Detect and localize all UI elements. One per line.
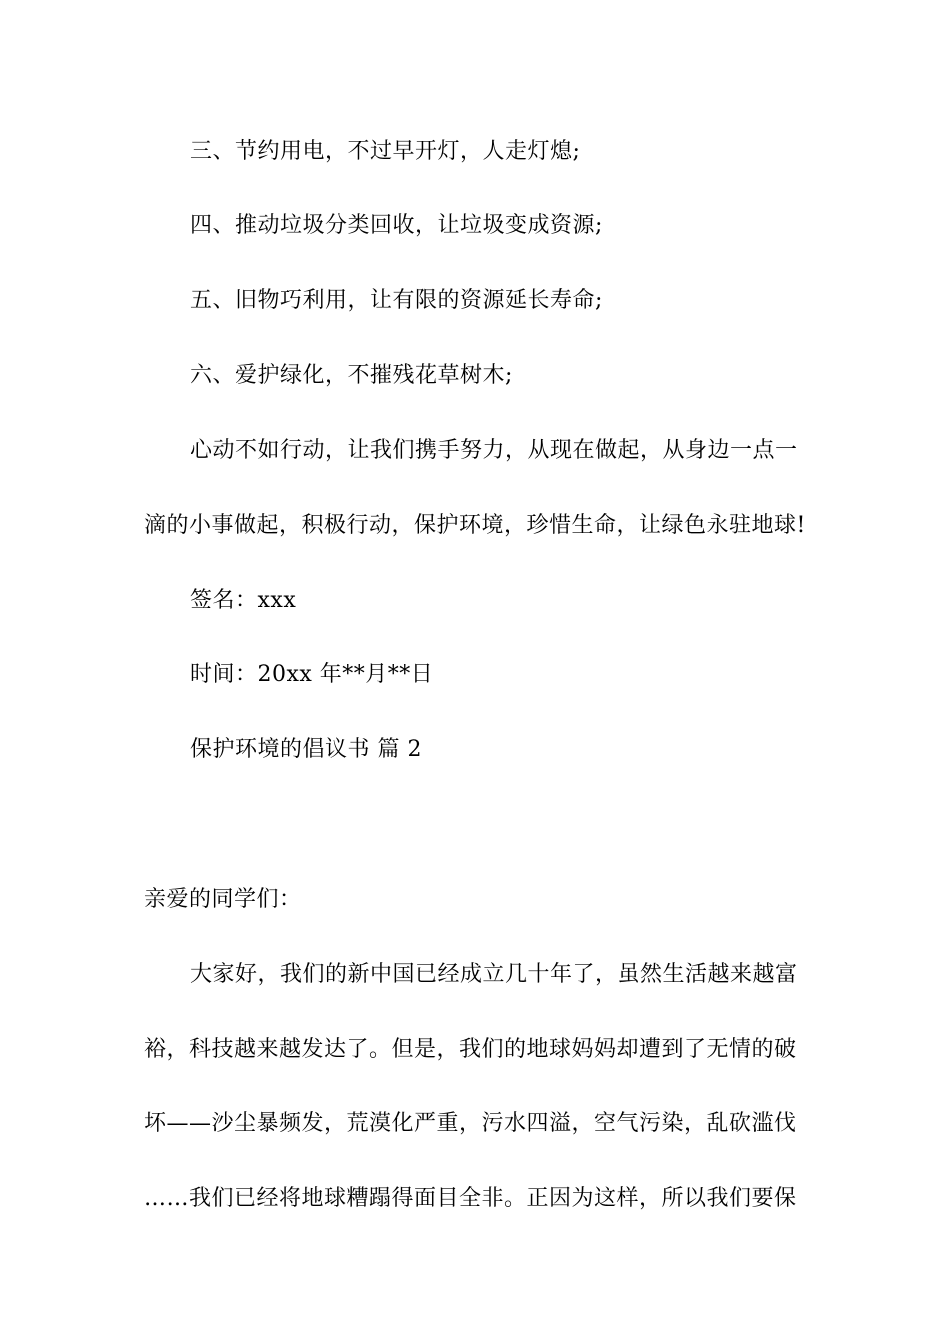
closing-paragraph-line-2: 滴的小事做起，积极行动，保护环境，珍惜生命，让绿色永驻地球! — [144, 513, 806, 538]
item-three: 三、节约用电，不过早开灯，人走灯熄; — [190, 139, 581, 164]
body-paragraph-line-1: 大家好，我们的新中国已经成立几十年了，虽然生活越来越富 — [190, 962, 798, 987]
item-four: 四、推动垃圾分类回收，让垃圾变成资源; — [190, 213, 603, 238]
closing-paragraph-line-1: 心动不如行动，让我们携手努力，从现在做起，从身边一点一 — [190, 438, 798, 463]
body-paragraph-line-3: 坏——沙尘暴频发，荒漠化严重，污水四溢，空气污染，乱砍滥伐 — [144, 1111, 797, 1136]
item-six: 六、爱护绿化，不摧残花草树木; — [190, 363, 513, 388]
signature-line: 签名：xxx — [190, 588, 297, 613]
body-paragraph-line-4: ……我们已经将地球糟蹋得面目全非。正因为这样，所以我们要保 — [144, 1186, 797, 1211]
salutation: 亲爱的同学们： — [144, 887, 302, 912]
section-title: 保护环境的倡议书 篇 2 — [190, 737, 422, 762]
body-paragraph-line-2: 裕，科技越来越发达了。但是，我们的地球妈妈却遭到了无情的破 — [144, 1037, 797, 1062]
item-five: 五、旧物巧利用，让有限的资源延长寿命; — [190, 288, 603, 313]
date-line: 时间：20xx 年**月**日 — [190, 662, 434, 687]
